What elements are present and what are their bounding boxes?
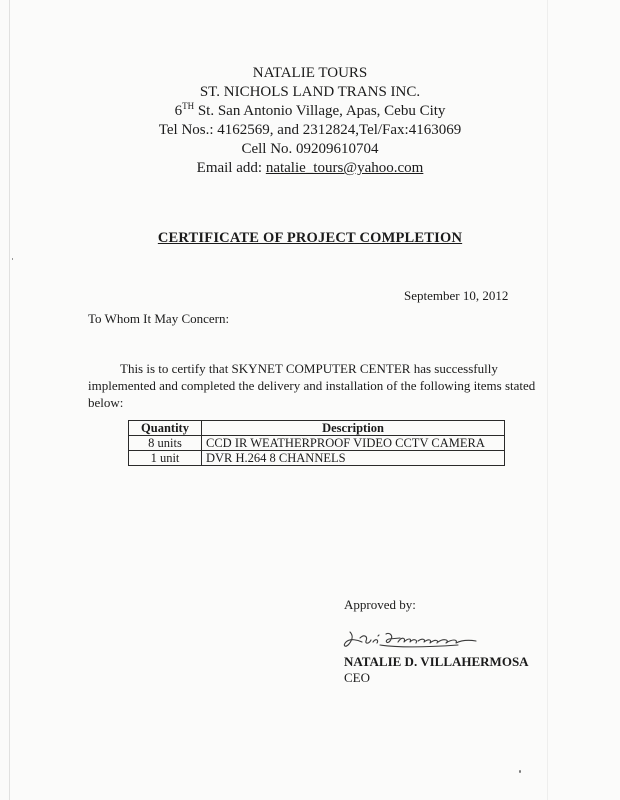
scan-speck — [519, 770, 521, 773]
email-address: natalie_tours@yahoo.com — [265, 160, 424, 176]
signer-name: NATALIE D. VILLAHERMOSA — [344, 654, 529, 669]
email-label: Email add: — [196, 160, 266, 176]
address-number: 6 — [174, 103, 183, 119]
scan-speck — [12, 258, 13, 260]
letterhead — [0, 64, 620, 178]
company-name: NATALIE TOURS — [252, 65, 368, 81]
table-row — [129, 451, 505, 466]
body-line-3: below: — [88, 395, 124, 410]
items-table — [128, 420, 505, 466]
table-header-row — [129, 421, 505, 436]
email-line — [0, 159, 620, 178]
document-title: CERTIFICATE OF PROJECT COMPLETION — [157, 230, 463, 246]
description-header: Description — [202, 421, 505, 436]
company-address — [0, 102, 620, 121]
signer-position: CEO — [344, 670, 370, 685]
subsidiary-name: ST. NICHOLS LAND TRANS INC. — [199, 84, 421, 100]
document-title-wrap — [0, 230, 620, 247]
cell-number: Cell No. 09209610704 — [241, 141, 379, 157]
document-date: September 10, 2012 — [404, 288, 509, 303]
body-line-2: implemented and completed the delivery and installation of the following items stated — [88, 378, 536, 393]
description-cell: DVR H.264 8 CHANNELS — [202, 451, 505, 466]
approved-by-label: Approved by: — [344, 597, 416, 612]
table-row — [129, 436, 505, 451]
address-rest: St. San Antonio Village, Apas, Cebu City — [194, 103, 446, 119]
quantity-cell: 8 units — [129, 436, 202, 451]
quantity-cell: 1 unit — [129, 451, 202, 466]
handwritten-signature — [340, 628, 490, 654]
telephone-numbers: Tel Nos.: 4162569, and 2312824,Tel/Fax:4163069 — [158, 122, 462, 138]
body-paragraph — [88, 360, 536, 411]
description-cell: CCD IR WEATHERPROOF VIDEO CCTV CAMERA — [202, 436, 505, 451]
address-superscript: TH — [182, 101, 195, 111]
salutation: To Whom It May Concern: — [88, 311, 230, 326]
quantity-header: Quantity — [129, 421, 202, 436]
body-line-1: This is to certify that SKYNET COMPUTER CENTER has successfully — [120, 361, 498, 376]
